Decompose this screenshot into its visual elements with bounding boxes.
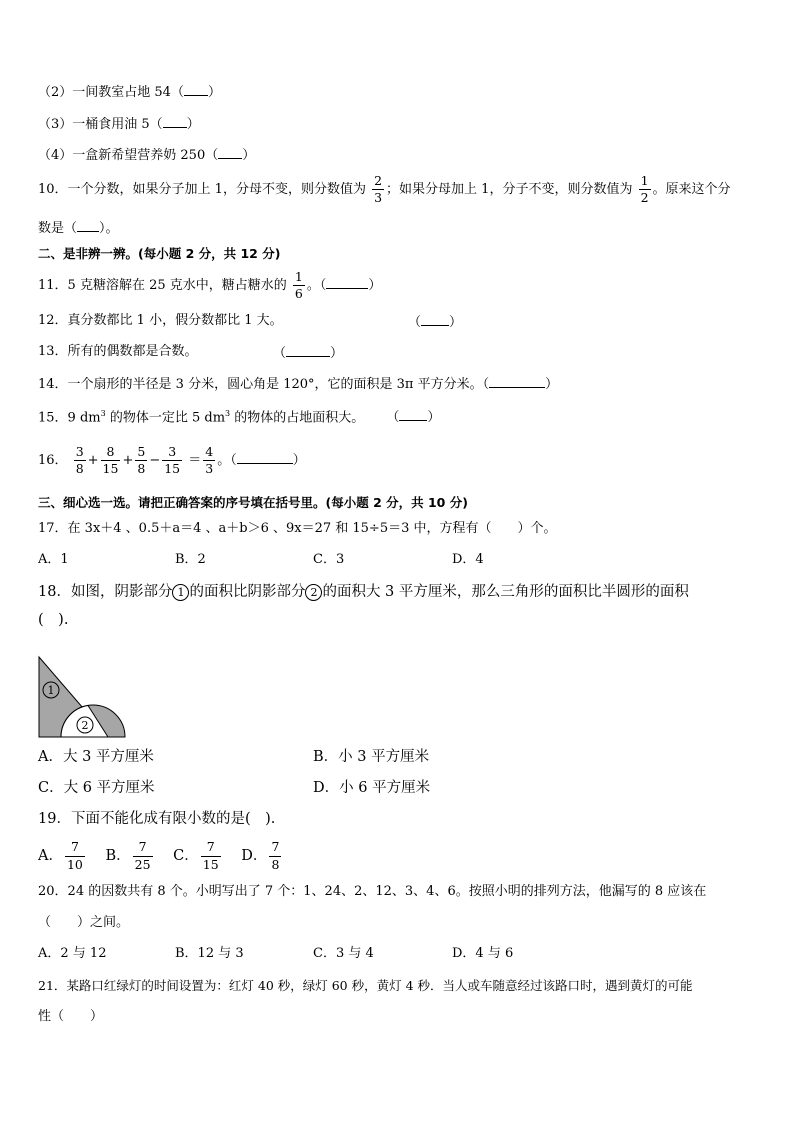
answer-blank[interactable] — [237, 450, 293, 464]
question-17: 17．在 3x＋4 、0.5＋a＝4 、a＋b＞6 、9x＝27 和 15÷5＝3 中，方程有（ ）个。 — [38, 521, 557, 536]
q17-option-a[interactable]: A．1 — [38, 552, 69, 567]
question-20: 20．24 的因数共有 8 个。小明写出了 7 个：1、24、2、12、3、4、6。按照小明的排列方法，他漏写的 8 应该在 — [38, 884, 707, 899]
q20-option-b[interactable]: B．12 与 3 — [175, 946, 244, 961]
question-21: 21．某路口红绿灯的时间设置为：红灯 40 秒，绿灯 60 秒，黄灯 4 秒．当人或车随意经过该路口时，遇到黄灯的可能 — [38, 978, 693, 993]
q19-options — [38, 836, 283, 876]
label-1: 1 — [47, 684, 55, 697]
section-3-heading: 三、细心选一选。请把正确答案的序号填在括号里。(每小题 2 分，共 10 分) — [38, 495, 468, 510]
answer-blank[interactable] — [218, 145, 242, 159]
question-15: 15．9 $dm^3$ 的物体一定比 5 $dm^3$ 的物体的占地面积大。 （ ） — [38, 409, 441, 426]
q19-option-b[interactable]: B． $\frac{7}{25}$ — [105, 839, 151, 872]
q18-option-b[interactable]: B．小 3 平方厘米 — [313, 749, 430, 765]
q19-option-a[interactable]: A． $\frac{7}{10}$ — [38, 839, 83, 872]
fraction: $\frac{7}{15}$ — [202, 839, 219, 872]
answer-blank[interactable] — [163, 114, 187, 128]
fraction: $\frac{7}{25}$ — [134, 839, 151, 872]
q9-part4: （4）一盒新希望营养奶 250（ ） — [38, 145, 255, 165]
fraction: $\frac{7}{10}$ — [66, 839, 83, 872]
fraction: $\frac{3}{15}$ — [164, 443, 181, 476]
q20-option-a[interactable]: A．2 与 12 — [38, 946, 107, 961]
answer-blank[interactable] — [77, 218, 99, 232]
q18-option-a[interactable]: A．大 3 平方厘米 — [38, 749, 154, 765]
fraction: $\frac{1}{6}$ — [294, 268, 303, 301]
q18-option-c[interactable]: C．大 6 平方厘米 — [38, 780, 155, 796]
fraction: $\frac{3}{8}$ — [75, 443, 84, 476]
q18-option-d[interactable]: D．小 6 平方厘米 — [313, 780, 431, 796]
question-14: 14．一个扇形的半径是 3 分米，圆心角是 120°，它的面积是 3π 平方分米。（ ） — [38, 374, 558, 394]
question-13: 13．所有的偶数都是合数。 （ ） — [38, 344, 344, 361]
q17-option-d[interactable]: D．4 — [452, 552, 484, 567]
q20-option-d[interactable]: D．4 与 6 — [452, 946, 514, 961]
question-18-cont: ( ). — [38, 612, 69, 628]
question-11: 11．5 克糖溶解在 25 克水中，糖占糖水的 $\frac{1}{6}$ 。（ ） — [38, 268, 382, 301]
q9-part3: （3）一桶食用油 5（ ） — [38, 114, 200, 134]
q19-option-c[interactable]: C． $\frac{7}{15}$ — [173, 839, 219, 872]
answer-blank[interactable] — [421, 312, 449, 326]
answer-blank[interactable] — [326, 275, 368, 289]
question-16: 16． $\frac{3}{8}$ + $\frac{8}{15}$ + $\frac{5}{8}$ − $\frac{3}{15}$ ＝ $\frac{4}{3}$ 。（ ） — [38, 443, 306, 476]
question-10-cont: 数是（ ）。 — [38, 218, 119, 238]
answer-blank[interactable] — [489, 374, 545, 388]
operator: ＝ — [188, 453, 202, 468]
fraction: $\frac{2}{3}$ — [374, 172, 383, 205]
operator: − — [149, 453, 161, 468]
judgement-paren: （ ） — [408, 312, 462, 332]
q17-option-c[interactable]: C．3 — [313, 552, 345, 567]
section-2-heading: 二、是非辨一辨。(每小题 2 分，共 12 分) — [38, 246, 281, 261]
q17-option-b[interactable]: B．2 — [175, 552, 206, 567]
judgement-paren: （ ） — [273, 343, 343, 363]
answer-blank[interactable] — [184, 82, 208, 96]
fraction: $\frac{8}{15}$ — [102, 443, 119, 476]
question-18: 18．如图，阴影部分 1 的面积比阴影部分 2 的面积大 3 平方厘米，那么三角形的面积比半圆形的面积 — [38, 584, 689, 600]
answer-blank[interactable] — [399, 407, 427, 421]
circled-number-2: 2 — [305, 584, 322, 601]
q9-part2: （2）一间教室占地 54（ ） — [38, 82, 221, 102]
fraction: $\frac{7}{8}$ — [271, 839, 280, 872]
question-12: 12．真分数都比 1 小，假分数都比 1 大。 （ ） — [38, 313, 463, 330]
operator: + — [87, 453, 99, 468]
judgement-paren: （ ） — [386, 410, 440, 425]
question-20-cont: （ ）之间。 — [38, 915, 130, 930]
q20-option-c[interactable]: C．3 与 4 — [313, 946, 374, 961]
fraction: $\frac{5}{8}$ — [137, 443, 146, 476]
triangle-semicircle-figure — [38, 655, 128, 740]
answer-blank[interactable] — [286, 343, 330, 357]
question-21-cont: 性（ ） — [38, 1009, 104, 1024]
q19-option-d[interactable]: D． $\frac{7}{8}$ — [241, 839, 280, 872]
fraction: $\frac{1}{2}$ — [640, 172, 649, 205]
question-19: 19．下面不能化成有限小数的是( ). — [38, 811, 276, 827]
fraction: $\frac{4}{3}$ — [205, 443, 214, 476]
question-10: 10．一个分数，如果分子加上 1，分母不变，则分数值为 $\frac{2}{3}$ ；如果分母加上 1，分子不变，则分数值为 $\frac{1}{2}$ 。原来这个分 — [38, 172, 731, 205]
operator: + — [122, 453, 134, 468]
circled-number-1: 1 — [172, 584, 189, 601]
label-2: 2 — [81, 719, 89, 732]
